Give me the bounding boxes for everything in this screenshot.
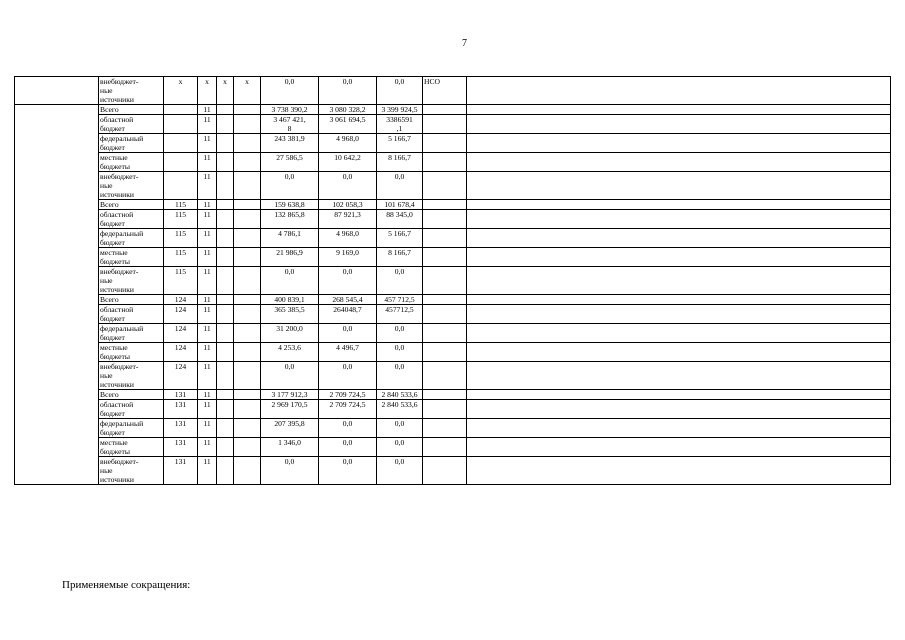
budget-table	[14, 76, 891, 485]
row-value-year2: 102 058,3	[319, 200, 377, 210]
row-code-cell: 11	[198, 305, 217, 324]
row-filler-cell	[467, 419, 891, 438]
row-code-cell	[234, 390, 261, 400]
row-code-cell: 131	[164, 419, 198, 438]
row-value-year1: 243 381,9	[261, 134, 319, 153]
row-executor-cell	[423, 305, 467, 324]
row-code-cell	[217, 324, 234, 343]
row-filler-cell	[467, 457, 891, 485]
row-value-year3: 0,0	[377, 362, 423, 390]
row-value-year1: 4 786,1	[261, 229, 319, 248]
row-value-year3: 0,0	[377, 457, 423, 485]
row-category-cell: областной бюджет	[99, 210, 164, 229]
row-code-cell: 124	[164, 324, 198, 343]
row-value-year3: 5 166,7	[377, 134, 423, 153]
row-value-year1: 4 253,6	[261, 343, 319, 362]
row-value-year1: 0,0	[261, 457, 319, 485]
table-row	[15, 343, 891, 362]
row-value-year1: 3 738 390,2	[261, 105, 319, 115]
row-code-cell: 131	[164, 457, 198, 485]
row-value-year3: 0,0	[377, 77, 423, 105]
row-code-cell: 11	[198, 362, 217, 390]
row-code-cell: 11	[198, 153, 217, 172]
row-value-year1: 31 200,0	[261, 324, 319, 343]
row-executor-cell	[423, 267, 467, 295]
table-row	[15, 267, 891, 295]
row-code-cell	[217, 153, 234, 172]
table-row	[15, 248, 891, 267]
row-value-year1: 0,0	[261, 267, 319, 295]
row-category-cell: внебюджет- ные источники	[99, 362, 164, 390]
row-code-cell	[234, 229, 261, 248]
row-filler-cell	[467, 77, 891, 105]
row-code-cell	[217, 390, 234, 400]
row-value-year3: 88 345,0	[377, 210, 423, 229]
row-code-cell	[217, 134, 234, 153]
row-category-cell: внебюджет- ные источники	[99, 172, 164, 200]
row-category-cell: федеральный бюджет	[99, 134, 164, 153]
abbreviations-heading: Применяемые сокращения:	[62, 579, 191, 591]
row-value-year3: 0,0	[377, 438, 423, 457]
row-code-cell: 131	[164, 438, 198, 457]
row-code-cell	[217, 105, 234, 115]
row-filler-cell	[467, 153, 891, 172]
row-value-year2: 87 921,3	[319, 210, 377, 229]
table-row	[15, 210, 891, 229]
row-value-year2: 0,0	[319, 324, 377, 343]
row-code-cell: 115	[164, 229, 198, 248]
row-code-cell: 11	[198, 324, 217, 343]
table-row	[15, 438, 891, 457]
row-value-year1: 400 839,1	[261, 295, 319, 305]
row-code-cell: 11	[198, 295, 217, 305]
row-category-cell: Всего	[99, 390, 164, 400]
row-code-cell: 11	[198, 210, 217, 229]
row-code-cell	[217, 295, 234, 305]
row-code-cell	[217, 343, 234, 362]
row-code-cell	[217, 229, 234, 248]
table-row	[15, 115, 891, 134]
budget-table-body	[15, 77, 891, 485]
row-code-cell: 11	[198, 390, 217, 400]
row-code-cell	[234, 305, 261, 324]
row-value-year3: 0,0	[377, 324, 423, 343]
row-category-cell: федеральный бюджет	[99, 229, 164, 248]
row-value-year2: 0,0	[319, 457, 377, 485]
row-filler-cell	[467, 295, 891, 305]
row-category-cell: федеральный бюджет	[99, 419, 164, 438]
row-filler-cell	[467, 172, 891, 200]
row-code-cell: 124	[164, 295, 198, 305]
row-code-cell: 11	[198, 267, 217, 295]
row-executor-cell	[423, 390, 467, 400]
row-value-year3: 8 166,7	[377, 248, 423, 267]
row-value-year2: 4 968,0	[319, 229, 377, 248]
row-executor-cell	[423, 229, 467, 248]
row-code-cell	[234, 172, 261, 200]
row-filler-cell	[467, 229, 891, 248]
table-row	[15, 105, 891, 115]
table-row	[15, 324, 891, 343]
table-row	[15, 295, 891, 305]
abbreviations-section	[62, 578, 190, 592]
row-value-year3: 457 712,5	[377, 295, 423, 305]
row-code-cell: 115	[164, 210, 198, 229]
row-value-year2: 2 709 724,5	[319, 390, 377, 400]
row-code-cell	[234, 362, 261, 390]
row-value-year2: 0,0	[319, 419, 377, 438]
row-code-cell: 11	[198, 438, 217, 457]
row-value-year3: 2 840 533,6	[377, 390, 423, 400]
row-value-year2: 3 080 328,2	[319, 105, 377, 115]
row-executor-cell	[423, 172, 467, 200]
row-value-year3: 0,0	[377, 267, 423, 295]
row-filler-cell	[467, 305, 891, 324]
row-code-cell: 11	[198, 134, 217, 153]
row-code-cell: 11	[198, 200, 217, 210]
row-executor-cell	[423, 343, 467, 362]
row-code-cell: 131	[164, 390, 198, 400]
row-category-cell: местные бюджеты	[99, 248, 164, 267]
row-code-cell	[234, 419, 261, 438]
row-executor-cell	[423, 419, 467, 438]
row-code-cell: x	[164, 77, 198, 105]
row-filler-cell	[467, 362, 891, 390]
row-code-cell	[234, 115, 261, 134]
row-code-cell	[164, 134, 198, 153]
row-code-cell	[234, 295, 261, 305]
row-executor-cell: НСО	[423, 77, 467, 105]
row-category-cell: местные бюджеты	[99, 438, 164, 457]
row-code-cell: 11	[198, 400, 217, 419]
row-code-cell	[217, 267, 234, 295]
row-code-cell	[234, 438, 261, 457]
row-code-cell: 11	[198, 115, 217, 134]
table-row	[15, 419, 891, 438]
row-code-cell	[164, 105, 198, 115]
row-value-year1: 132 865,8	[261, 210, 319, 229]
row-category-cell: внебюджет- ные источники	[99, 457, 164, 485]
row-value-year1: 207 395,8	[261, 419, 319, 438]
row-value-year3: 8 166,7	[377, 153, 423, 172]
table-row	[15, 305, 891, 324]
row-filler-cell	[467, 200, 891, 210]
row-filler-cell	[467, 105, 891, 115]
row-code-cell	[217, 438, 234, 457]
row-value-year2: 3 061 694,5	[319, 115, 377, 134]
row-value-year1: 3 467 421, 8	[261, 115, 319, 134]
row-code-cell: 11	[198, 343, 217, 362]
row-code-cell	[164, 172, 198, 200]
row-code-cell	[234, 324, 261, 343]
row-code-cell	[234, 134, 261, 153]
row-value-year3: 101 678,4	[377, 200, 423, 210]
row-code-cell	[217, 400, 234, 419]
row-filler-cell	[467, 134, 891, 153]
table-row	[15, 77, 891, 105]
table-row	[15, 457, 891, 485]
row-code-cell: 115	[164, 200, 198, 210]
row-value-year3: 3386591 ,1	[377, 115, 423, 134]
row-value-year1: 0,0	[261, 77, 319, 105]
row-code-cell: 115	[164, 248, 198, 267]
row-code-cell	[234, 400, 261, 419]
row-code-cell	[234, 267, 261, 295]
row-value-year2: 4 496,7	[319, 343, 377, 362]
row-code-cell	[217, 172, 234, 200]
row-executor-cell	[423, 295, 467, 305]
row-category-cell: Всего	[99, 105, 164, 115]
row-code-cell	[164, 115, 198, 134]
row-executor-cell	[423, 134, 467, 153]
table-row	[15, 362, 891, 390]
row-executor-cell	[423, 105, 467, 115]
table-row	[15, 390, 891, 400]
row-value-year3: 3 399 924,5	[377, 105, 423, 115]
row-executor-cell	[423, 153, 467, 172]
row-code-cell	[217, 210, 234, 229]
row-value-year3: 0,0	[377, 343, 423, 362]
row-filler-cell	[467, 400, 891, 419]
row-executor-cell	[423, 200, 467, 210]
row-value-year2: 4 968,0	[319, 134, 377, 153]
row-code-cell	[217, 305, 234, 324]
row-code-cell: 11	[198, 419, 217, 438]
row-category-cell: внебюджет- ные источники	[99, 267, 164, 295]
row-code-cell	[234, 457, 261, 485]
row-executor-cell	[423, 438, 467, 457]
table-row	[15, 400, 891, 419]
row-value-year1: 0,0	[261, 362, 319, 390]
row-code-cell	[234, 343, 261, 362]
row-code-cell: 11	[198, 105, 217, 115]
row-filler-cell	[467, 324, 891, 343]
table-row	[15, 153, 891, 172]
row-value-year2: 0,0	[319, 362, 377, 390]
row-code-cell	[234, 210, 261, 229]
row-code-cell: 124	[164, 343, 198, 362]
row-code-cell	[234, 248, 261, 267]
row-filler-cell	[467, 343, 891, 362]
row-category-cell: областной бюджет	[99, 305, 164, 324]
row-category-cell: областной бюджет	[99, 115, 164, 134]
row-code-cell	[217, 200, 234, 210]
row-filler-cell	[467, 390, 891, 400]
row-value-year2: 264048,7	[319, 305, 377, 324]
table-row	[15, 229, 891, 248]
row-value-year3: 457712,5	[377, 305, 423, 324]
row-code-cell: 11	[198, 172, 217, 200]
row-filler-cell	[467, 267, 891, 295]
row-code-cell	[234, 105, 261, 115]
row-category-cell: областной бюджет	[99, 400, 164, 419]
row-filler-cell	[467, 210, 891, 229]
row-code-cell	[217, 419, 234, 438]
table-row	[15, 134, 891, 153]
table-row	[15, 200, 891, 210]
row-value-year1: 21 986,9	[261, 248, 319, 267]
row-code-cell	[217, 115, 234, 134]
row-value-year3: 2 840 533,6	[377, 400, 423, 419]
row-code-cell	[217, 457, 234, 485]
row-value-year2: 9 169,0	[319, 248, 377, 267]
row-code-cell	[164, 153, 198, 172]
row-value-year1: 27 586,5	[261, 153, 319, 172]
row-code-cell: 11	[198, 229, 217, 248]
row-code-cell: x	[234, 77, 261, 105]
row-title-cell	[15, 77, 99, 105]
row-code-cell: 124	[164, 362, 198, 390]
table-row	[15, 172, 891, 200]
row-code-cell	[234, 200, 261, 210]
row-value-year3: 0,0	[377, 419, 423, 438]
row-code-cell	[234, 153, 261, 172]
row-title-cell	[15, 105, 99, 485]
row-code-cell: 124	[164, 305, 198, 324]
row-value-year1: 159 638,8	[261, 200, 319, 210]
row-value-year3: 5 166,7	[377, 229, 423, 248]
row-category-cell: Всего	[99, 295, 164, 305]
row-code-cell: 131	[164, 400, 198, 419]
row-value-year2: 0,0	[319, 438, 377, 457]
row-value-year2: 0,0	[319, 172, 377, 200]
row-value-year2: 0,0	[319, 77, 377, 105]
row-category-cell: Всего	[99, 200, 164, 210]
row-category-cell: внебюджет- ные источники	[99, 77, 164, 105]
row-code-cell: x	[217, 77, 234, 105]
row-code-cell	[217, 362, 234, 390]
row-value-year1: 1 346,0	[261, 438, 319, 457]
row-executor-cell	[423, 324, 467, 343]
row-code-cell: 115	[164, 267, 198, 295]
row-value-year1: 0,0	[261, 172, 319, 200]
row-code-cell	[217, 248, 234, 267]
row-filler-cell	[467, 438, 891, 457]
row-category-cell: местные бюджеты	[99, 153, 164, 172]
row-executor-cell	[423, 457, 467, 485]
row-value-year1: 2 969 170,5	[261, 400, 319, 419]
row-value-year2: 2 709 724,5	[319, 400, 377, 419]
row-executor-cell	[423, 248, 467, 267]
row-value-year3: 0,0	[377, 172, 423, 200]
row-value-year1: 3 177 912,3	[261, 390, 319, 400]
row-executor-cell	[423, 362, 467, 390]
row-filler-cell	[467, 115, 891, 134]
row-code-cell: 11	[198, 248, 217, 267]
page-number: 7	[462, 38, 467, 49]
row-category-cell: федеральный бюджет	[99, 324, 164, 343]
row-value-year2: 268 545,4	[319, 295, 377, 305]
row-value-year2: 10 642,2	[319, 153, 377, 172]
row-code-cell: x	[198, 77, 217, 105]
row-code-cell: 11	[198, 457, 217, 485]
row-category-cell: местные бюджеты	[99, 343, 164, 362]
row-value-year2: 0,0	[319, 267, 377, 295]
row-executor-cell	[423, 400, 467, 419]
row-filler-cell	[467, 248, 891, 267]
row-value-year1: 365 385,5	[261, 305, 319, 324]
row-executor-cell	[423, 210, 467, 229]
row-executor-cell	[423, 115, 467, 134]
